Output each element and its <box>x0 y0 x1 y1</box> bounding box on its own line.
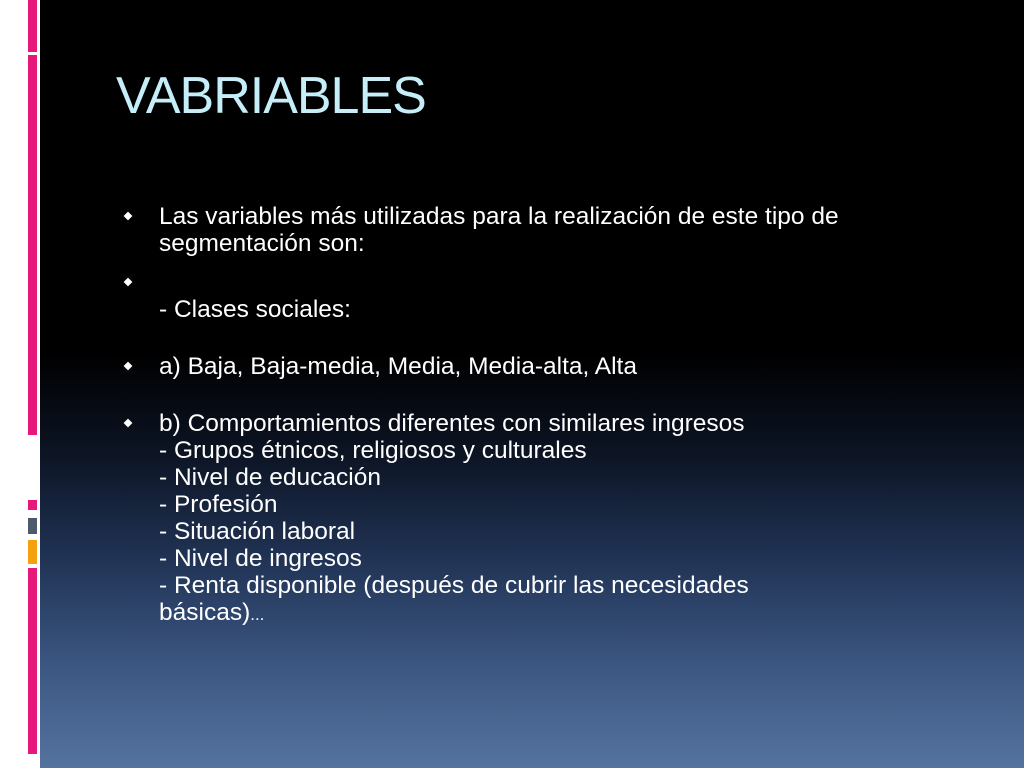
bullet-icon <box>124 419 133 428</box>
vertical-bar-stripes-icon <box>28 0 38 768</box>
bullet-item <box>120 410 980 628</box>
bullet-item <box>120 203 980 257</box>
bullet-text-line: segmentación son: <box>159 230 365 257</box>
trailing-ellipsis: ... <box>250 605 265 624</box>
bullet-text-line: b) Comportamientos diferentes con similares ingresos <box>159 410 745 437</box>
bullet-text-line: - Clases sociales: <box>159 296 351 323</box>
slide-body <box>120 203 980 628</box>
bullet-icon <box>124 278 133 287</box>
bullet-text-line <box>159 599 980 628</box>
bullet-text-line: - Profesión <box>159 491 278 518</box>
left-decorative-strip <box>0 0 40 768</box>
bullet-text-line: - Grupos étnicos, religiosos y culturales <box>159 437 587 464</box>
bullet-text-line: - Nivel de ingresos <box>159 545 362 572</box>
bullet-icon <box>124 212 133 221</box>
bullet-text-line: - Nivel de educación <box>159 464 381 491</box>
bullet-text-line: - Renta disponible (después de cubrir las necesidades <box>159 572 749 599</box>
bullet-item <box>120 353 980 380</box>
bullet-icon <box>124 362 133 371</box>
bullet-text-line <box>159 269 980 296</box>
bullet-text-fragment: básicas) <box>159 599 251 626</box>
bullet-text-line: Las variables más utilizadas para la realización de este tipo de <box>159 203 839 230</box>
bullet-text-line: a) Baja, Baja-media, Media, Media-alta, Alta <box>159 353 637 380</box>
bullet-text-line: - Situación laboral <box>159 518 356 545</box>
slide-title: VABRIABLES <box>116 67 426 125</box>
bullet-item <box>120 269 980 323</box>
